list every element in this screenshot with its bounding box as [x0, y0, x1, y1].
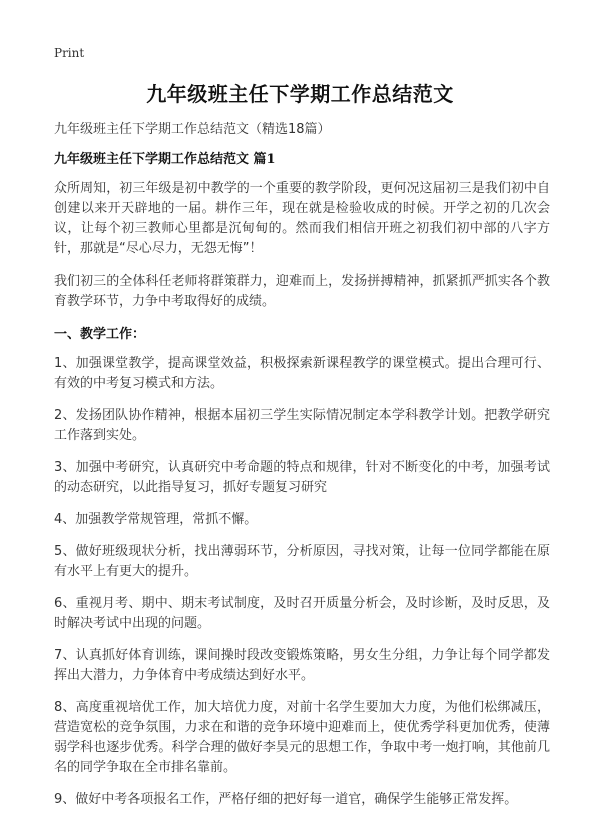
document-body — [54, 120, 550, 822]
list-item: 5、做好班级现状分析，找出薄弱环节，分析原因，寻找对策，让每一位同学都能在原有水平上有更大的提升。 — [54, 544, 550, 579]
list-item: 8、高度重视培优工作，加大培优力度，对前十名学生要加大力度，为他们松绑减压，营造宽松的竞争氛围，力求在和谐的竞争环境中迎难而上，使优秀学科更加优秀，使薄弱学科也逐步优秀。科学合理的做好李昊元的思想工作，争取中考一炮打响，其他前几名的同学争取在全市排名靠前。 — [54, 700, 550, 775]
section-title: 九年级班主任下学期工作总结范文 篇1 — [54, 152, 276, 167]
list-item: 6、重视月考、期中、期末考试制度，及时召开质量分析会，及时诊断，及时反思，及时解决考试中出现的问题。 — [54, 596, 550, 631]
page-title: 九年级班主任下学期工作总结范文 — [146, 82, 454, 106]
list-item: 3、加强中考研究，认真研究中考命题的特点和规律，针对不断变化的中考，加强考试的动态研究，以此指导复习，抓好专题复习研究 — [54, 460, 550, 495]
intro-paragraph: 众所周知，初三年级是初中教学的一个重要的教学阶段，更何况这届初三是我们初中自创建以来开天辟地的一届。耕作三年，现在就是检验收成的时候。开学之初的几次会议，让每个初三教师心里都是沉甸甸的。然而我们相信开班之初我们初中部的八字方针，那就是“尽心尽力，无怨无悔”！ — [54, 181, 550, 256]
list-item: 9、做好中考各项报名工作，严格仔细的把好每一道官，确保学生能够正常发挥。 — [54, 792, 518, 807]
list-item: 4、加强教学常规管理，常抓不懈。 — [54, 512, 258, 527]
document-subtitle: 九年级班主任下学期工作总结范文（精选18篇） — [54, 122, 331, 137]
list-item: 7、认真抓好体育训练，课间操时段改变锻炼策略，男女生分组，力争让每个同学都发挥出大潜力，力争体育中考成绩达到好水平。 — [54, 648, 550, 683]
intro-paragraph: 我们初三的全体科任老师将群策群力，迎难而上，发扬拼搏精神，抓紧抓严抓实各个教育教学环节，力争中考取得好的成绩。 — [54, 274, 550, 309]
print-link[interactable]: Print — [54, 46, 85, 60]
teaching-work-heading: 一、教学工作： — [54, 327, 146, 342]
list-item: 1、加强课堂教学，提高课堂效益，积极探索新课程教学的课堂模式。提出合理可行、有效的中考复习模式和方法。 — [54, 356, 550, 391]
list-item: 2、发扬团队协作精神，根据本届初三学生实际情况制定本学科教学计划。把教学研究工作落到实处。 — [54, 408, 550, 443]
